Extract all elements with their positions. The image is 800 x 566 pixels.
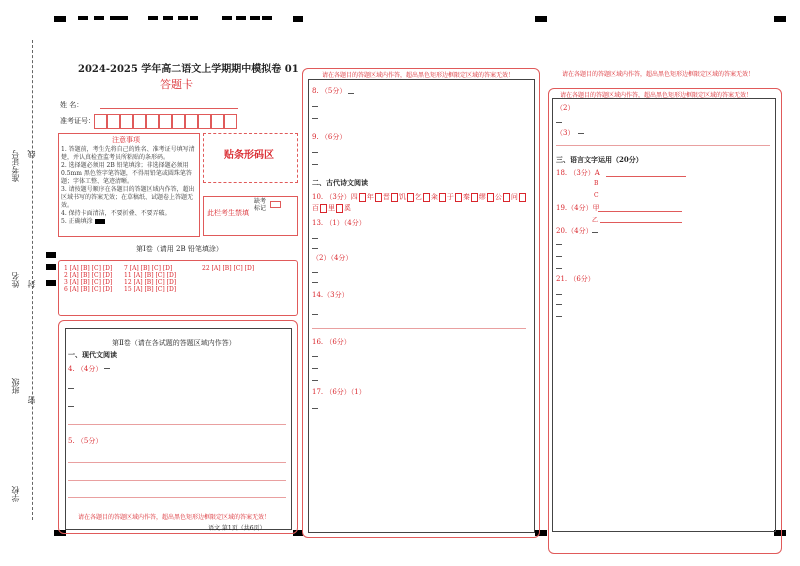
timing-mark	[148, 16, 158, 20]
side-secret-label: 密	[27, 396, 36, 404]
q8-label[interactable]: 8. （5分）	[312, 87, 347, 95]
ticket-cell[interactable]	[224, 114, 237, 129]
slash-box[interactable]	[471, 193, 478, 202]
timing-mark	[46, 264, 56, 270]
notice-item-5: 5. 正确填涂	[61, 218, 93, 225]
choice-row[interactable]: 3 [A] [B] [C] [D]	[64, 279, 113, 286]
answer-dash	[312, 106, 318, 107]
notice-item: 3. 请按题号顺序在各题目的答题区域内作答，超出区域书写的答案无效；在草稿纸、试题卷上答题无效。	[61, 186, 195, 209]
side-school-label: 学校	[11, 486, 20, 502]
q3-blank[interactable]	[578, 133, 584, 134]
q8-blank[interactable]	[348, 93, 354, 94]
answer-dash	[312, 408, 318, 409]
ticket-cell[interactable]	[159, 114, 172, 129]
answer-line	[68, 497, 286, 498]
q10-char: 秦	[462, 193, 470, 201]
fill-sample	[95, 219, 105, 224]
timing-mark	[110, 16, 120, 20]
timing-mark	[262, 16, 272, 20]
part2-title: 二、古代诗文阅读	[312, 178, 368, 187]
q4-label[interactable]: 4. （4分）	[68, 365, 103, 373]
choice-row[interactable]: 12 [A] [B] [C] [D]	[124, 279, 177, 286]
page-footer: 语文 第1页（共6页）	[208, 525, 266, 532]
slash-box[interactable]	[391, 193, 398, 202]
q20-label[interactable]: 20.（4分）	[556, 227, 593, 235]
notice-item: 2. 选择题必须用 2B 铅笔填涂；非选择题必须用 0.5mm 黑色签字笔答题，不得用铅笔或圆珠笔答题；字体工整、笔迹清晰。	[61, 162, 192, 185]
answer-dash	[312, 238, 318, 239]
q10-char: 里	[328, 204, 335, 212]
choice-row[interactable]: 7 [A] [B] [C] [D]	[124, 265, 173, 272]
q13-label[interactable]: 13. （1）（4分）	[312, 219, 366, 227]
q19-b-line[interactable]	[600, 222, 682, 223]
choice-row[interactable]: 11 [A] [B] [C] [D]	[124, 272, 177, 279]
q10-char: 籴	[430, 193, 438, 201]
choice-row[interactable]: 22 [A] [B] [C] [D]	[202, 265, 255, 272]
answer-dash	[68, 406, 74, 407]
q10-char: 年	[366, 193, 374, 201]
answer-dash	[556, 316, 562, 317]
q14-label[interactable]: 14.（3分）	[312, 291, 349, 299]
answer-dash	[556, 294, 562, 295]
answer-dash	[312, 314, 318, 315]
slash-box[interactable]	[375, 193, 382, 202]
ticket-cell[interactable]	[198, 114, 211, 129]
absent-label: 此栏考生禁填	[207, 209, 249, 217]
slash-box[interactable]	[423, 193, 430, 202]
col2-inner	[308, 79, 535, 533]
ticket-cell[interactable]	[94, 114, 107, 129]
q19-b[interactable]: 乙	[592, 217, 599, 224]
choice-col-1	[64, 265, 112, 293]
q10-char: 问	[510, 193, 518, 201]
answer-line	[556, 145, 770, 146]
timing-mark	[222, 16, 232, 20]
choice-row[interactable]: 2 [A] [B] [C] [D]	[64, 272, 113, 279]
slash-box[interactable]	[320, 204, 327, 213]
q18-c[interactable]: C	[594, 192, 599, 199]
timing-mark	[54, 16, 66, 22]
answer-dash	[556, 244, 562, 245]
ticket-cell[interactable]	[133, 114, 146, 129]
side-ticket-label: 准考证号	[11, 150, 20, 182]
q18-a-line[interactable]	[606, 176, 686, 177]
q13b-label[interactable]: （2）（4分）	[312, 254, 353, 262]
q9-label[interactable]: 9. （6分）	[312, 133, 347, 141]
barcode-label: 贴条形码区	[224, 150, 274, 161]
col3-warning: 请在各题目的答题区域内作答，超出黑色矩形边框限定区域的答案无效！	[560, 92, 753, 99]
answer-dash	[312, 368, 318, 369]
answer-line	[68, 424, 286, 425]
answer-dash	[312, 282, 318, 283]
timing-mark	[46, 252, 56, 258]
section1-title: 第Ⅰ卷（请用 2B 铅笔填涂）	[136, 245, 223, 253]
q10-prefix: 10. （3分）四	[312, 193, 358, 201]
q10-char: 百	[312, 204, 319, 212]
ticket-cell[interactable]	[185, 114, 198, 129]
timing-mark	[163, 16, 173, 20]
part3-title: 三、语言文字运用（20分）	[556, 155, 643, 164]
q10-char: 奚	[344, 204, 351, 212]
q16-label[interactable]: 16. （6分）	[312, 338, 351, 346]
slash-box[interactable]	[455, 193, 462, 202]
q3-label[interactable]: （3）	[556, 129, 575, 137]
q10-char: 乞	[414, 193, 422, 201]
name-field[interactable]	[100, 108, 238, 109]
absent-mark-label: 缺考标记	[254, 198, 267, 212]
answer-dash	[312, 164, 318, 165]
timing-mark	[190, 16, 198, 20]
timing-mark	[78, 16, 88, 20]
notice-item: 1. 答题前，考生先将自己的姓名、准考证号填写清楚，并认真检查监考员所粘贴的条形码。	[61, 146, 195, 161]
side-class-label: 班级	[11, 378, 20, 394]
q19-label[interactable]: 19.（4分）甲	[556, 204, 600, 212]
answer-dash	[312, 118, 318, 119]
answer-line	[68, 462, 286, 463]
answer-dash	[556, 256, 562, 257]
answer-dash	[312, 152, 318, 153]
q10-row[interactable]	[312, 192, 530, 214]
timing-mark	[774, 16, 786, 22]
section2-title: 第Ⅱ卷（请在各试题的答题区域内作答）	[112, 339, 236, 347]
notice-item	[61, 218, 196, 226]
side-seal-label: 封	[27, 280, 36, 288]
q20-blank[interactable]	[592, 232, 598, 233]
q10-char: 公	[494, 193, 502, 201]
col2-warning: 请在各题目的答题区域内作答，超出黑色矩形边框限定区域的答案无效！	[322, 72, 515, 79]
slash-box[interactable]	[359, 193, 366, 202]
q5-label[interactable]: 5. （5分）	[68, 437, 103, 445]
answer-dash	[312, 356, 318, 357]
notice-title: 注意事项	[112, 136, 140, 144]
ticket-cell[interactable]	[107, 114, 120, 129]
notice-item: 4. 保持卡面清洁，不要折叠、不要弄破。	[61, 210, 171, 217]
ticket-cell[interactable]	[146, 114, 159, 129]
notice-list	[61, 146, 196, 226]
answer-dash	[556, 122, 562, 123]
q10-char: 晋	[382, 193, 390, 201]
ticket-cell[interactable]	[211, 114, 224, 129]
q10-char: 饥	[398, 193, 406, 201]
slash-box[interactable]	[487, 193, 494, 202]
ticket-label: 准考证号：	[60, 117, 95, 125]
choice-row[interactable]: 6 [A] [B] [C] [D]	[64, 286, 113, 293]
ticket-cell[interactable]	[172, 114, 185, 129]
timing-mark	[535, 16, 547, 22]
slash-box[interactable]	[407, 193, 414, 202]
answer-dash	[68, 388, 74, 389]
timing-mark	[46, 280, 56, 286]
q19-line[interactable]	[598, 211, 682, 212]
timing-mark	[293, 16, 303, 22]
absent-mark-box[interactable]	[270, 201, 281, 208]
card-title: 答题卡	[160, 78, 193, 91]
q18-label[interactable]: 18. （3分）A	[556, 169, 600, 177]
q10-char: 于	[446, 193, 454, 201]
answer-line	[312, 328, 526, 329]
q10-char: 缪	[478, 193, 486, 201]
name-label: 姓 名：	[60, 101, 84, 109]
ticket-cell[interactable]	[120, 114, 133, 129]
slash-box[interactable]	[503, 193, 510, 202]
slash-box[interactable]	[336, 204, 343, 213]
part1-title: 一、现代文阅读	[68, 350, 117, 359]
q2-label[interactable]: （2）	[556, 104, 575, 112]
col3-warning-top: 请在各题目的答题区域内作答，超出黑色矩形边框限定区域的答案无效！	[562, 71, 755, 78]
answer-dash	[312, 380, 318, 381]
q18-b[interactable]: B	[594, 180, 599, 187]
slash-box[interactable]	[519, 193, 526, 202]
answer-dash	[556, 268, 562, 269]
side-line-label: 线	[27, 150, 36, 158]
timing-mark	[236, 16, 246, 20]
timing-mark	[94, 16, 104, 20]
q4-blank[interactable]	[104, 368, 110, 369]
side-name-label: 姓名	[11, 272, 20, 288]
answer-dash	[312, 272, 318, 273]
q17-label[interactable]: 17. （6分）（1）	[312, 388, 366, 396]
q21-label[interactable]: 21. （6分）	[556, 275, 595, 283]
answer-dash	[556, 304, 562, 305]
answer-dash	[312, 248, 318, 249]
choice-col-2	[124, 265, 176, 293]
timing-mark	[250, 16, 260, 20]
exam-title: 2024-2025 学年高二语文上学期期中模拟卷 01	[78, 64, 299, 75]
timing-mark	[120, 16, 128, 20]
section2-warning: 请在各题目的答题区域内作答，超出黑色矩形边框限定区域的答案无效！	[78, 514, 271, 521]
answer-line	[68, 480, 286, 481]
choice-row[interactable]: 15 [A] [B] [C] [D]	[124, 286, 177, 293]
choice-row[interactable]: 1 [A] [B] [C] [D]	[64, 265, 113, 272]
timing-mark	[178, 16, 188, 20]
slash-box[interactable]	[439, 193, 446, 202]
